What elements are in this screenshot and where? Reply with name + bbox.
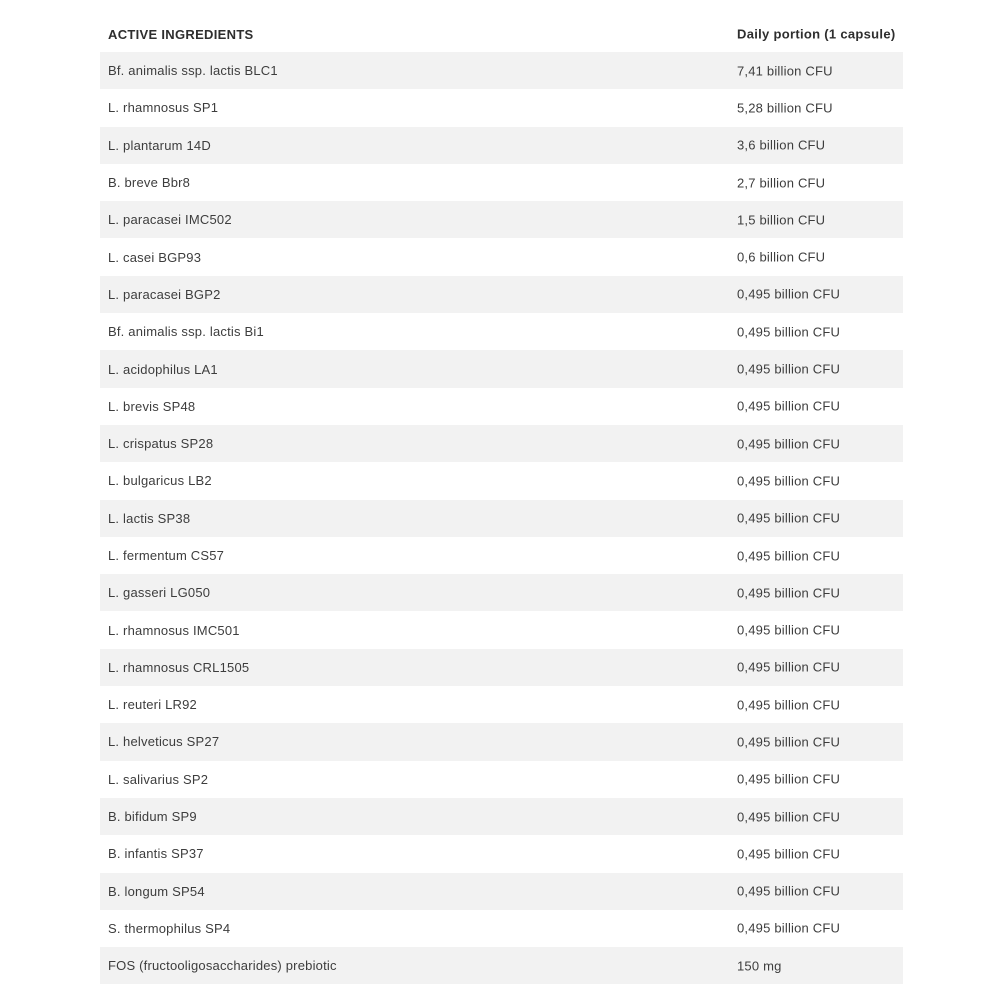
table-row (100, 388, 903, 425)
daily-portion-value: 0,495 billion CFU (737, 809, 841, 825)
table-row (100, 574, 903, 611)
table-row (100, 52, 903, 89)
daily-portion-value: 3,6 billion CFU (737, 137, 826, 153)
ingredient-name: L. lactis SP38 (108, 510, 191, 526)
ingredient-name: L. rhamnosus IMC501 (108, 622, 240, 638)
daily-portion-value: 0,495 billion CFU (737, 920, 841, 936)
daily-portion-value: 0,495 billion CFU (737, 622, 841, 638)
daily-portion-value: 0,495 billion CFU (737, 697, 841, 713)
ingredient-name: B. infantis SP37 (108, 846, 204, 862)
active-ingredients-table (100, 16, 903, 984)
daily-portion-value: 0,495 billion CFU (737, 846, 841, 862)
ingredient-name: L. plantarum 14D (108, 137, 211, 153)
daily-portion-value: 0,495 billion CFU (737, 361, 841, 377)
table-row (100, 686, 903, 723)
daily-portion-value: 0,495 billion CFU (737, 324, 841, 340)
table-row (100, 350, 903, 387)
table-row (100, 201, 903, 238)
daily-portion-value: 0,6 billion CFU (737, 249, 826, 265)
daily-portion-value: 5,28 billion CFU (737, 100, 833, 116)
ingredient-name: L. gasseri LG050 (108, 585, 211, 601)
table-row (100, 238, 903, 275)
ingredient-name: B. breve Bbr8 (108, 175, 191, 191)
table-row (100, 873, 903, 910)
ingredient-name: L. paracasei IMC502 (108, 212, 232, 228)
ingredient-name: L. helveticus SP27 (108, 734, 220, 750)
table-row (100, 761, 903, 798)
daily-portion-value: 0,495 billion CFU (737, 473, 841, 489)
ingredient-name: Bf. animalis ssp. lactis Bi1 (108, 324, 264, 340)
table-row (100, 425, 903, 462)
table-rows (100, 52, 903, 984)
ingredient-name: Bf. animalis ssp. lactis BLC1 (108, 63, 278, 79)
table-row (100, 947, 903, 984)
table-row (100, 313, 903, 350)
daily-portion-column-header: Daily portion (1 capsule) (737, 26, 896, 42)
table-row (100, 89, 903, 126)
daily-portion-value: 0,495 billion CFU (737, 883, 841, 899)
ingredient-name: B. bifidum SP9 (108, 809, 197, 825)
table-row (100, 910, 903, 947)
ingredient-name: L. reuteri LR92 (108, 697, 197, 713)
daily-portion-value: 0,495 billion CFU (737, 548, 841, 563)
table-row (100, 164, 903, 201)
table-row (100, 649, 903, 686)
table-row (100, 500, 903, 537)
daily-portion-value: 0,495 billion CFU (737, 436, 841, 452)
ingredient-name: L. brevis SP48 (108, 398, 196, 414)
ingredient-name: L. crispatus SP28 (108, 436, 214, 452)
ingredient-name: L. paracasei BGP2 (108, 286, 221, 302)
table-header-row (100, 16, 903, 52)
ingredient-name: L. casei BGP93 (108, 249, 202, 265)
daily-portion-value: 7,41 billion CFU (737, 63, 833, 79)
daily-portion-value: 0,495 billion CFU (737, 510, 841, 526)
daily-portion-value: 0,495 billion CFU (737, 771, 841, 787)
ingredient-name: L. rhamnosus CRL1505 (108, 659, 250, 675)
ingredient-name: L. fermentum CS57 (108, 548, 225, 563)
table-row (100, 723, 903, 760)
table-row (100, 537, 903, 574)
daily-portion-value: 2,7 billion CFU (737, 175, 826, 191)
table-row (100, 798, 903, 835)
table-row (100, 611, 903, 648)
daily-portion-value: 150 mg (737, 958, 782, 974)
ingredient-name: L. acidophilus LA1 (108, 361, 218, 377)
ingredient-name: L. salivarius SP2 (108, 771, 209, 787)
ingredient-name: L. bulgaricus LB2 (108, 473, 212, 489)
ingredient-name: B. longum SP54 (108, 883, 205, 899)
daily-portion-value: 0,495 billion CFU (737, 585, 841, 601)
ingredient-name: FOS (fructooligosaccharides) prebiotic (108, 958, 337, 974)
table-row (100, 462, 903, 499)
ingredient-name: L. rhamnosus SP1 (108, 100, 219, 116)
table-row (100, 276, 903, 313)
daily-portion-value: 0,495 billion CFU (737, 398, 841, 414)
ingredient-name: S. thermophilus SP4 (108, 920, 231, 936)
daily-portion-value: 0,495 billion CFU (737, 659, 841, 675)
daily-portion-value: 1,5 billion CFU (737, 212, 826, 228)
daily-portion-value: 0,495 billion CFU (737, 734, 841, 750)
ingredients-column-header: ACTIVE INGREDIENTS (108, 26, 254, 42)
table-row (100, 835, 903, 872)
table-row (100, 127, 903, 164)
daily-portion-value: 0,495 billion CFU (737, 286, 841, 302)
